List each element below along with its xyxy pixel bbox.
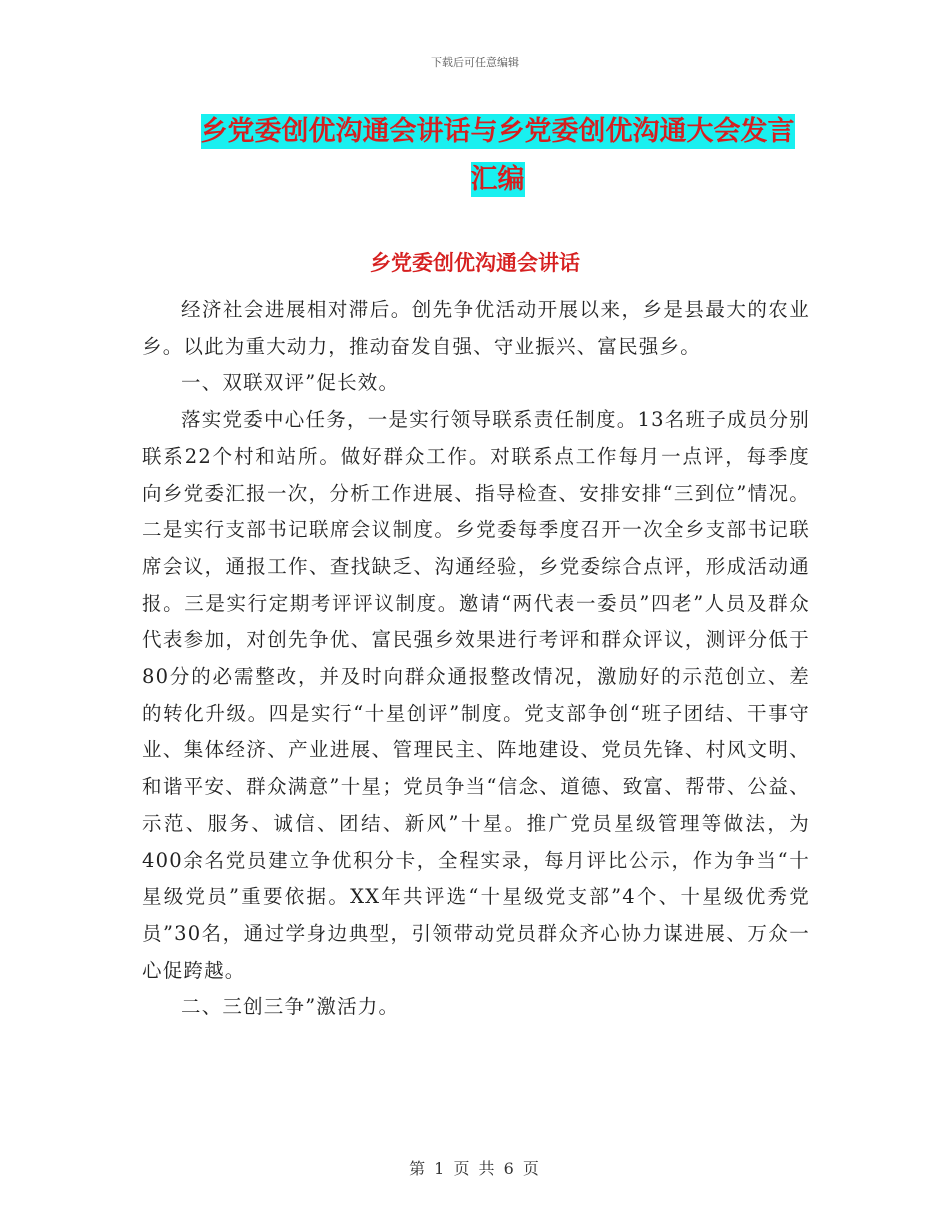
- paragraph-main: 落实党委中心任务，一是实行领导联系责任制度。13名班子成员分别联系22个村和站所。做好群众工作。对联系点工作每月一点评，每季度向乡党委汇报一次，分析工作进展、指导检查、安排安排“三到位”情况。二是实行支部书记联席会议制度。乡党委每季度召开一次全乡支部书记联席会议，通报工作、查找缺乏、沟通经验，乡党委综合点评，形成活动通报。三是实行定期考评评议制度。邀请“两代表一委员”四老”人员及群众代表参加，对创先争优、富民强乡效果进行考评和群众评议，测评分低于80分的必需整改，并及时向群众通报整改情况，激励好的示范创立、差的转化升级。四是实行“十星创评”制度。党支部争创“班子团结、干事守业、集体经济、产业进展、管理民主、阵地建设、党员先锋、村风文明、和谐平安、群众满意”十星；党员争当“信念、道德、致富、帮带、公益、示范、服务、诚信、团结、新风”十星。推广党员星级管理等做法，为400余名党员建立争优积分卡，全程实录，每月评比公示，作为争当“十星级党员”重要依据。XX年共评选“十星级党支部”4个、十星级优秀党员”30名，通过学身边典型，引领带动党员群众齐心协力谋进展、万众一心促跨越。: [142, 408, 810, 982]
- page-number: 第 1 页 共 6 页: [409, 1159, 541, 1178]
- paragraph-intro: 经济社会进展相对滞后。创先争优活动开展以来，乡是县最大的农业乡。以此为重大动力，推动奋发自强、守业振兴、富民强乡。: [142, 298, 810, 358]
- section-title: 乡党委创优沟通会讲话: [370, 251, 580, 275]
- paragraph-heading-2: 二、三创三争”激活力。: [181, 995, 400, 1019]
- header-note: 下载后可任意编辑: [431, 56, 519, 69]
- document-title: [190, 108, 805, 204]
- document-title-text: 乡党委创优沟通会讲话与乡党委创优沟通大会发言汇编: [200, 116, 795, 195]
- document-body: [142, 292, 810, 1026]
- paragraph-heading-1: 一、双联双评”促长效。: [181, 371, 400, 395]
